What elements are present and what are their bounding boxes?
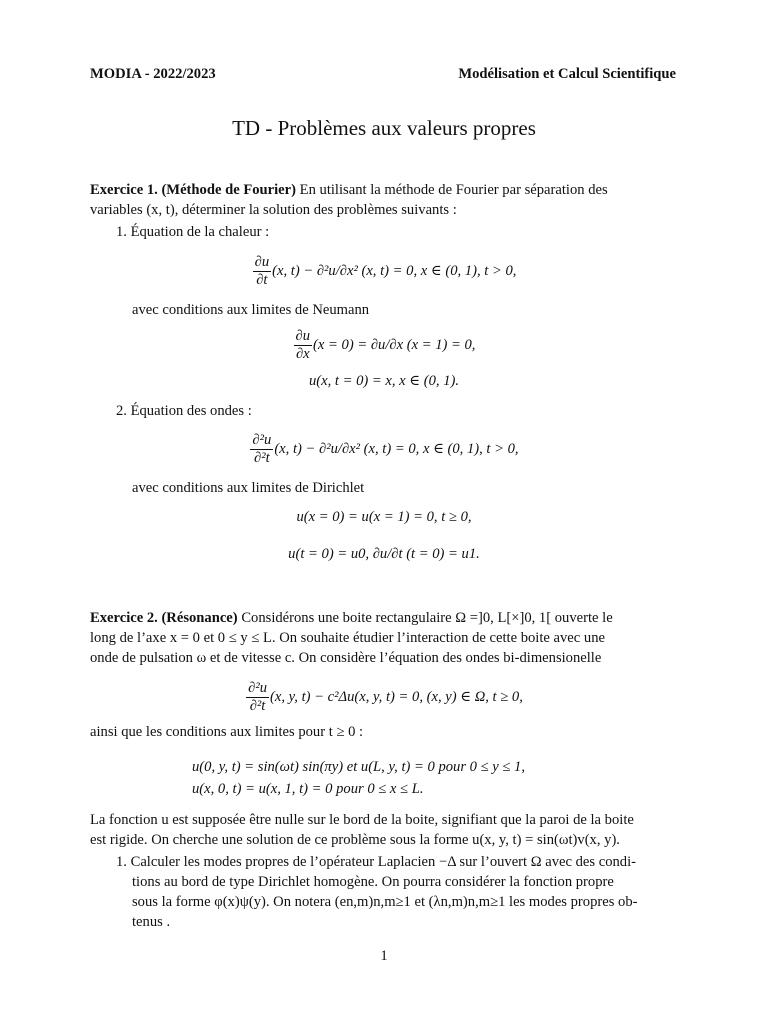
ex2-q1-line4: tenus .	[132, 914, 171, 930]
ex1-eq1-text: (x, t) − ∂²u/∂x² (x, t) = 0, x ∈ (0, 1), t > 0,	[272, 262, 517, 279]
frac-du-dx: $\frac{\partial u}{\partial x}$	[295, 328, 311, 362]
ex2-q1-line2: tions au bord de type Dirichlet homogène. On pourra considérer la fonction propre	[132, 874, 614, 890]
ex2-intro	[90, 608, 678, 668]
ex1-heat-equation	[0, 254, 768, 289]
ex1-initial-condition: u(x, t = 0) = x, x ∈ (0, 1).	[308, 373, 460, 389]
ex2-question1	[116, 852, 678, 932]
header-course: MODIA - 2022/2023	[90, 66, 216, 82]
ex1-wave-equation	[0, 432, 768, 467]
ex1-bc1-text: (x = 0) = ∂u/∂x (x = 1) = 0,	[313, 336, 476, 353]
ex2-line1: Considérons une boite rectangulaire Ω =]0, L[×]0, 1[ ouverte le	[241, 610, 613, 626]
page-number: 1	[380, 948, 388, 964]
ex1-eq2-text: (x, t) − ∂²u/∂x² (x, t) = 0, x ∈ (0, 1), t > 0,	[274, 440, 519, 457]
ex1-neumann-bc	[0, 328, 768, 363]
ex1-intro-line1: En utilisant la méthode de Fourier par séparation des	[299, 182, 608, 198]
ex2-boundary-conditions	[192, 756, 692, 800]
ex2-line3: onde de pulsation ω et de vitesse c. On considère l’équation des ondes bi-dimensionelle	[90, 650, 602, 666]
ex1-neumann-label: avec conditions aux limites de Neumann	[132, 302, 370, 318]
ex2-q1-line1: 1. Calculer les modes propres de l’opérateur Laplacien −Δ sur l’ouvert Ω avec des condi-	[116, 854, 637, 870]
ex1-intro	[90, 180, 678, 220]
ex1-dirichlet-bc: u(x = 0) = u(x = 1) = 0, t ≥ 0,	[296, 509, 472, 525]
ex2-paragraph2	[90, 810, 678, 850]
ex2-bc2: u(x, 0, t) = u(x, 1, t) = 0 pour 0 ≤ x ≤ L.	[192, 781, 424, 797]
frac-d2u-dt2: $\frac{\text{∂²u}}{\text{∂²t}}$	[252, 432, 272, 466]
ex2-wave-equation	[0, 680, 768, 715]
ex2-bc-intro: ainsi que les conditions aux limites pour t ≥ 0 :	[90, 724, 364, 740]
ex1-item1: 1. Équation de la chaleur :	[116, 224, 270, 240]
ex2-line2: long de l’axe x = 0 et 0 ≤ y ≤ L. On souhaite étudier l’interaction de cette boite avec une	[90, 630, 605, 646]
ex1-intro-line2: variables (x, t), déterminer la solution des problèmes suivants :	[90, 202, 457, 218]
ex1-wave-initial-conditions: u(t = 0) = u0, ∂u/∂t (t = 0) = u1.	[288, 546, 480, 562]
ex2-bc1: u(0, y, t) = sin(ωt) sin(πy) et u(L, y, t) = 0 pour 0 ≤ y ≤ 1,	[192, 759, 525, 775]
page-title: TD - Problèmes aux valeurs propres	[232, 116, 536, 140]
ex1-label: Exercice 1. (Méthode de Fourier)	[90, 182, 296, 198]
header-subject: Modélisation et Calcul Scientifique	[458, 66, 676, 82]
frac-du-dt: $\frac{\partial u}{\partial t}$	[254, 254, 270, 288]
ex1-item2: 2. Équation des ondes :	[116, 403, 252, 419]
ex2-p2-line1: La fonction u est supposée être nulle sur le bord de la boite, signifiant que la paroi de la boite	[90, 812, 634, 828]
frac-d2u-dt2-2d: $\frac{\text{∂²u}}{\text{∂²t}}$	[248, 680, 267, 714]
ex2-eq-text: (x, y, t) − c²Δu(x, y, t) = 0, (x, y) ∈ Ω, t ≥ 0,	[270, 688, 523, 705]
ex2-p2-line2: est rigide. On cherche une solution de ce problème sous la forme u(x, y, t) = sin(ωt)v(x, y).	[90, 832, 620, 848]
ex2-q1-line3: sous la forme φ(x)ψ(y). On notera (en,m)n,m≥1 et (λn,m)n,m≥1 les modes propres ob-	[132, 894, 638, 910]
ex2-label: Exercice 2. (Résonance)	[90, 610, 238, 626]
ex1-dirichlet-label: avec conditions aux limites de Dirichlet	[132, 480, 365, 496]
